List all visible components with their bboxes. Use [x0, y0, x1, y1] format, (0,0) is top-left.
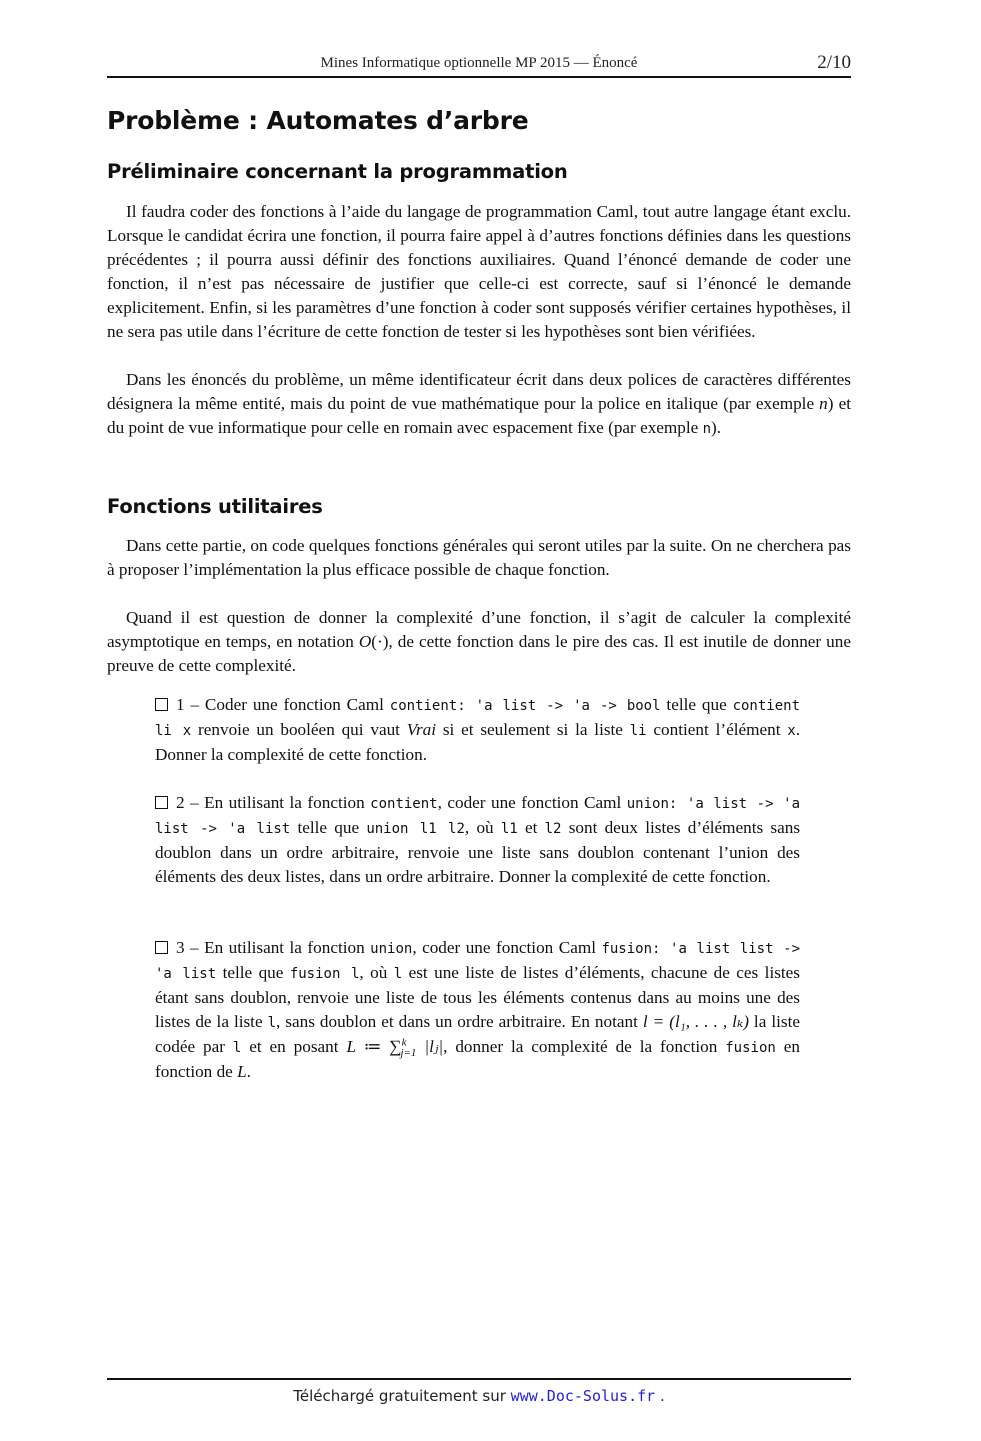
checkbox-icon[interactable]: [155, 796, 168, 809]
doc-solus-link[interactable]: www.Doc-Solus.fr: [510, 1387, 656, 1405]
paragraph-polices: Dans les énoncés du problème, un même identificateur écrit dans deux polices de caractères différentes désignera la même entité, mais du point de vue mathématique pour la police en italique (par exemple n) et du point de vue informatique pour celle en romain avec espacement fixe (par exemple n).: [107, 370, 851, 437]
section-title-fonctions-utilitaires: Fonctions utilitaires: [107, 495, 323, 518]
math-sum: L ≔ ∑$^k_{j=1}$ |lⱼ|: [346, 1036, 444, 1060]
math-l-tuple: l = (l₁, . . . , lₖ): [642, 1012, 749, 1031]
checkbox-icon[interactable]: [155, 941, 168, 954]
paragraph-partie: Dans cette partie, on code quelques fonctions générales qui seront utiles par la suite. On ne cherchera pas à proposer l’implémentation la plus efficace possible de chaque fonction.: [107, 536, 851, 579]
question-number: 2 –: [176, 793, 199, 812]
header-rule: [107, 76, 851, 78]
math-n: n: [819, 394, 828, 413]
footer-rule: [107, 1378, 851, 1380]
question-3: 3 – En utilisant la fonction union, coder une fonction Caml fusion: 'a list list -> 'a list telle que fusion l, où l est une liste de listes d’éléments, chacune de ces listes étant sans doublon, renvoie une liste de tous les éléments contenus dans au moins une des listes de la liste l, sans doublon et dans un ordre arbitraire. En notant l = (l₁, . . . , lₖ) la liste codée par l et en posant L ≔ ∑$^k_{j=1}$ |lⱼ|, donner la complexité de la fonction fusion en fonction de L.: [155, 938, 800, 1081]
paragraph-complexite: Quand il est question de donner la complexité d’une fonction, il s’agit de calculer la complexité asymptotique en temps, en notation O(·), de cette fonction dans le pire des cas. Il est inutile de donner une preuve de cette complexité.: [107, 608, 851, 675]
page-footer: Téléchargé gratuitement sur www.Doc-Solus.fr .: [293, 1387, 665, 1405]
code-n: n: [702, 421, 712, 437]
page-number: 2/10: [817, 52, 851, 73]
paragraph-programmation: Il faudra coder des fonctions à l’aide du langage de programmation Caml, tout autre langage étant exclu. Lorsque le candidat écrira une fonction, il pourra faire appel à d’autres fonctions définies dans les questions précédentes ; il pourra aussi définir des fonctions auxiliaires. Quand l’énoncé demande de coder une fonction, il n’est pas nécessaire de justifier que celle-ci est correcte, sauf si l’énoncé le demande explicitement. Enfin, si les paramètres d’une fonction à coder sont supposés vérifier certaines hypothèses, il ne sera pas utile dans l’écriture de cette fonction de tester si les hypothèses sont bien vérifiées.: [107, 202, 851, 341]
question-1: 1 – Coder une fonction Caml contient: 'a list -> 'a -> bool telle que contient li x renvoie un booléen qui vaut Vrai si et seulement si la liste li contient l’élément x. Donner la complexité de cette fonction.: [155, 695, 801, 764]
checkbox-icon[interactable]: [155, 698, 168, 711]
question-2: 2 – En utilisant la fonction contient, coder une fonction Caml union: 'a list -> 'a list -> 'a list telle que union l1 l2, où l1 et l2 sont deux listes d’éléments sans doublon dans un ordre arbitraire, renvoie une liste sans doublon contenant l’union des éléments des deux listes, dans un ordre arbitraire. Donner la complexité de cette fonction.: [155, 793, 801, 886]
problem-title: Problème : Automates d’arbre: [107, 106, 529, 135]
page-header: [107, 52, 851, 76]
question-number: 3 –: [176, 938, 199, 957]
section-title-preliminaire: Préliminaire concernant la programmation: [107, 160, 568, 183]
question-number: 1 –: [176, 695, 200, 714]
header-title: Mines Informatique optionnelle MP 2015 — Énoncé: [320, 55, 638, 71]
